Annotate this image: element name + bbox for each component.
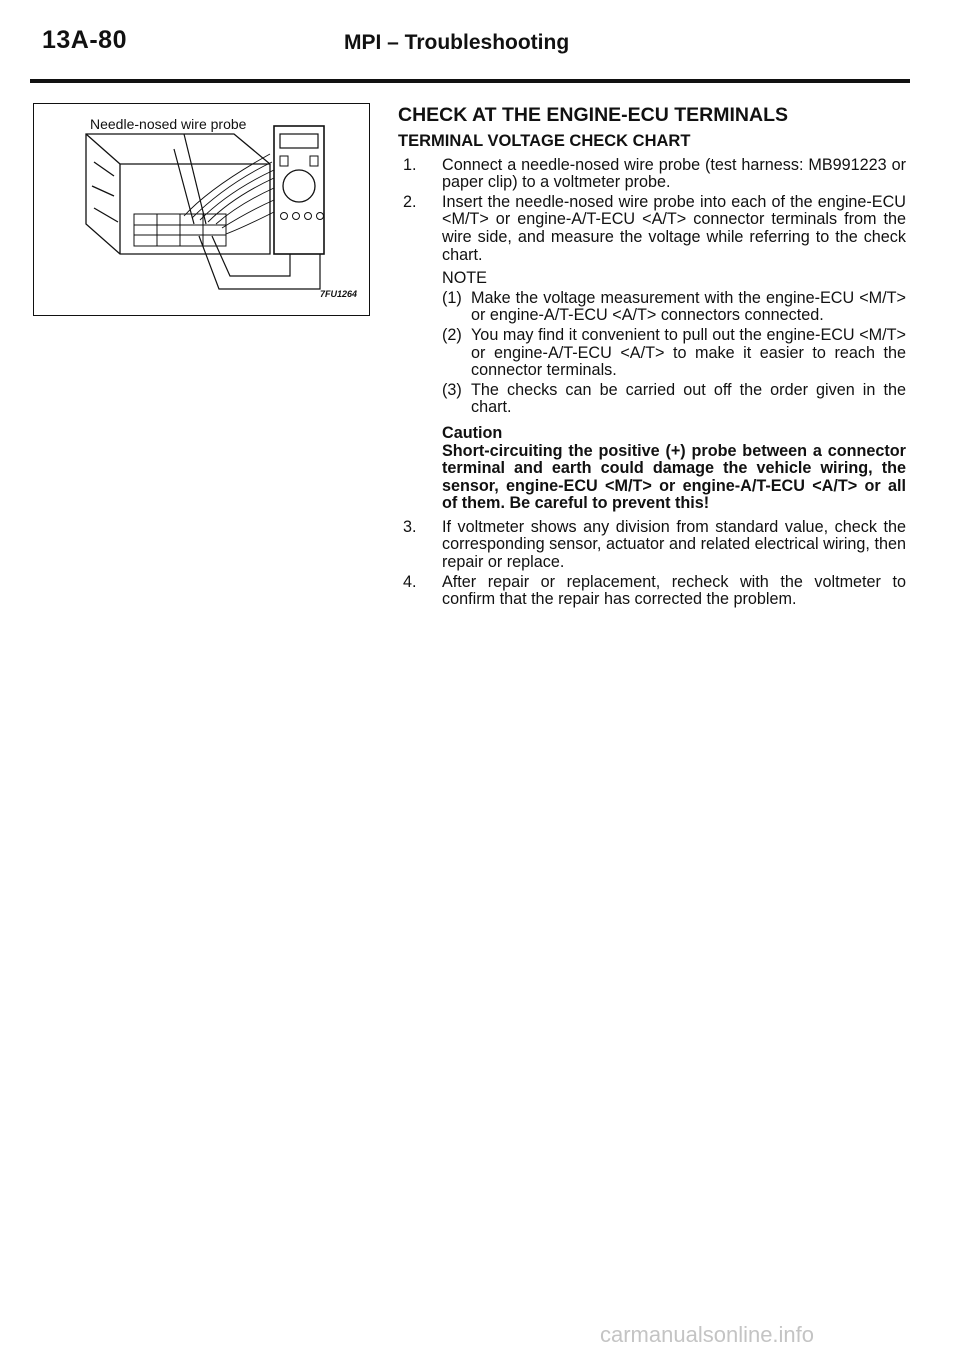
watermark: carmanualsonline.info <box>600 1322 815 1347</box>
step-item <box>398 574 906 609</box>
step-text: Insert the needle-nosed wire probe into each of the engine-ECU <M/T> or engine-A/T-ECU <A/T> connector terminals from the wire side, and measure the voltage while referring to the check chart. <box>442 192 906 264</box>
wire-harness <box>184 154 274 234</box>
instructions <box>398 104 906 611</box>
step-item <box>398 519 906 572</box>
voltmeter <box>274 126 324 254</box>
step-text: Connect a needle-nosed wire probe (test harness: MB991223 or paper clip) to a voltmeter probe. <box>442 155 906 192</box>
figure-code: 7FU1264 <box>319 289 357 299</box>
step-number: 2. <box>403 192 417 211</box>
note-title: NOTE <box>442 269 487 288</box>
caution-text: Short-circuiting the positive (+) probe between a connector terminal and earth could damage the vehicle wiring, the sensor, engine-ECU <M/T> or engine-A/T-ECU <A/T> or all of them. Be careful to prevent this! <box>442 441 906 513</box>
caution-block <box>398 425 906 513</box>
note-block <box>398 270 906 417</box>
section-title: MPI – Troubleshooting <box>344 31 570 54</box>
ecu-unit-outline <box>86 134 270 254</box>
main-heading: CHECK AT THE ENGINE-ECU TERMINALS <box>398 104 788 126</box>
note-item <box>442 290 906 325</box>
note-item <box>442 327 906 380</box>
note-item <box>442 382 906 417</box>
step-item <box>398 194 906 264</box>
note-text: Make the voltage measurement with the engine-ECU <M/T> or engine-A/T-ECU <A/T> connectors connected. <box>471 288 906 325</box>
step-number: 3. <box>403 517 417 536</box>
connector-block <box>134 214 226 246</box>
figure-label: Needle-nosed wire probe <box>90 116 247 132</box>
step-number: 1. <box>403 155 417 174</box>
note-number: (2) <box>442 325 462 344</box>
step-number: 4. <box>403 572 417 591</box>
ecu-voltmeter-drawing <box>34 104 370 316</box>
note-number: (1) <box>442 288 462 307</box>
note-number: (3) <box>442 380 462 399</box>
step-item <box>398 157 906 192</box>
page-header <box>0 0 960 90</box>
probe-illustration <box>33 103 370 316</box>
note-text: You may find it convenient to pull out the engine-ECU <M/T> or engine-A/T-ECU <A/T> to make it easier to reach the connector terminals. <box>471 325 906 380</box>
step-text: After repair or replacement, recheck with the voltmeter to confirm that the repair has corrected the problem. <box>442 572 906 609</box>
sub-heading: TERMINAL VOLTAGE CHECK CHART <box>398 132 691 150</box>
header-rule <box>30 79 910 83</box>
probe-leads <box>174 134 320 289</box>
caution-title: Caution <box>442 423 503 442</box>
step-text: If voltmeter shows any division from standard value, check the corresponding sensor, actuator and related electrical wiring, then repair or replace. <box>442 517 906 572</box>
page-number: 13A-80 <box>42 26 127 54</box>
note-text: The checks can be carried out off the order given in the chart. <box>471 380 906 417</box>
